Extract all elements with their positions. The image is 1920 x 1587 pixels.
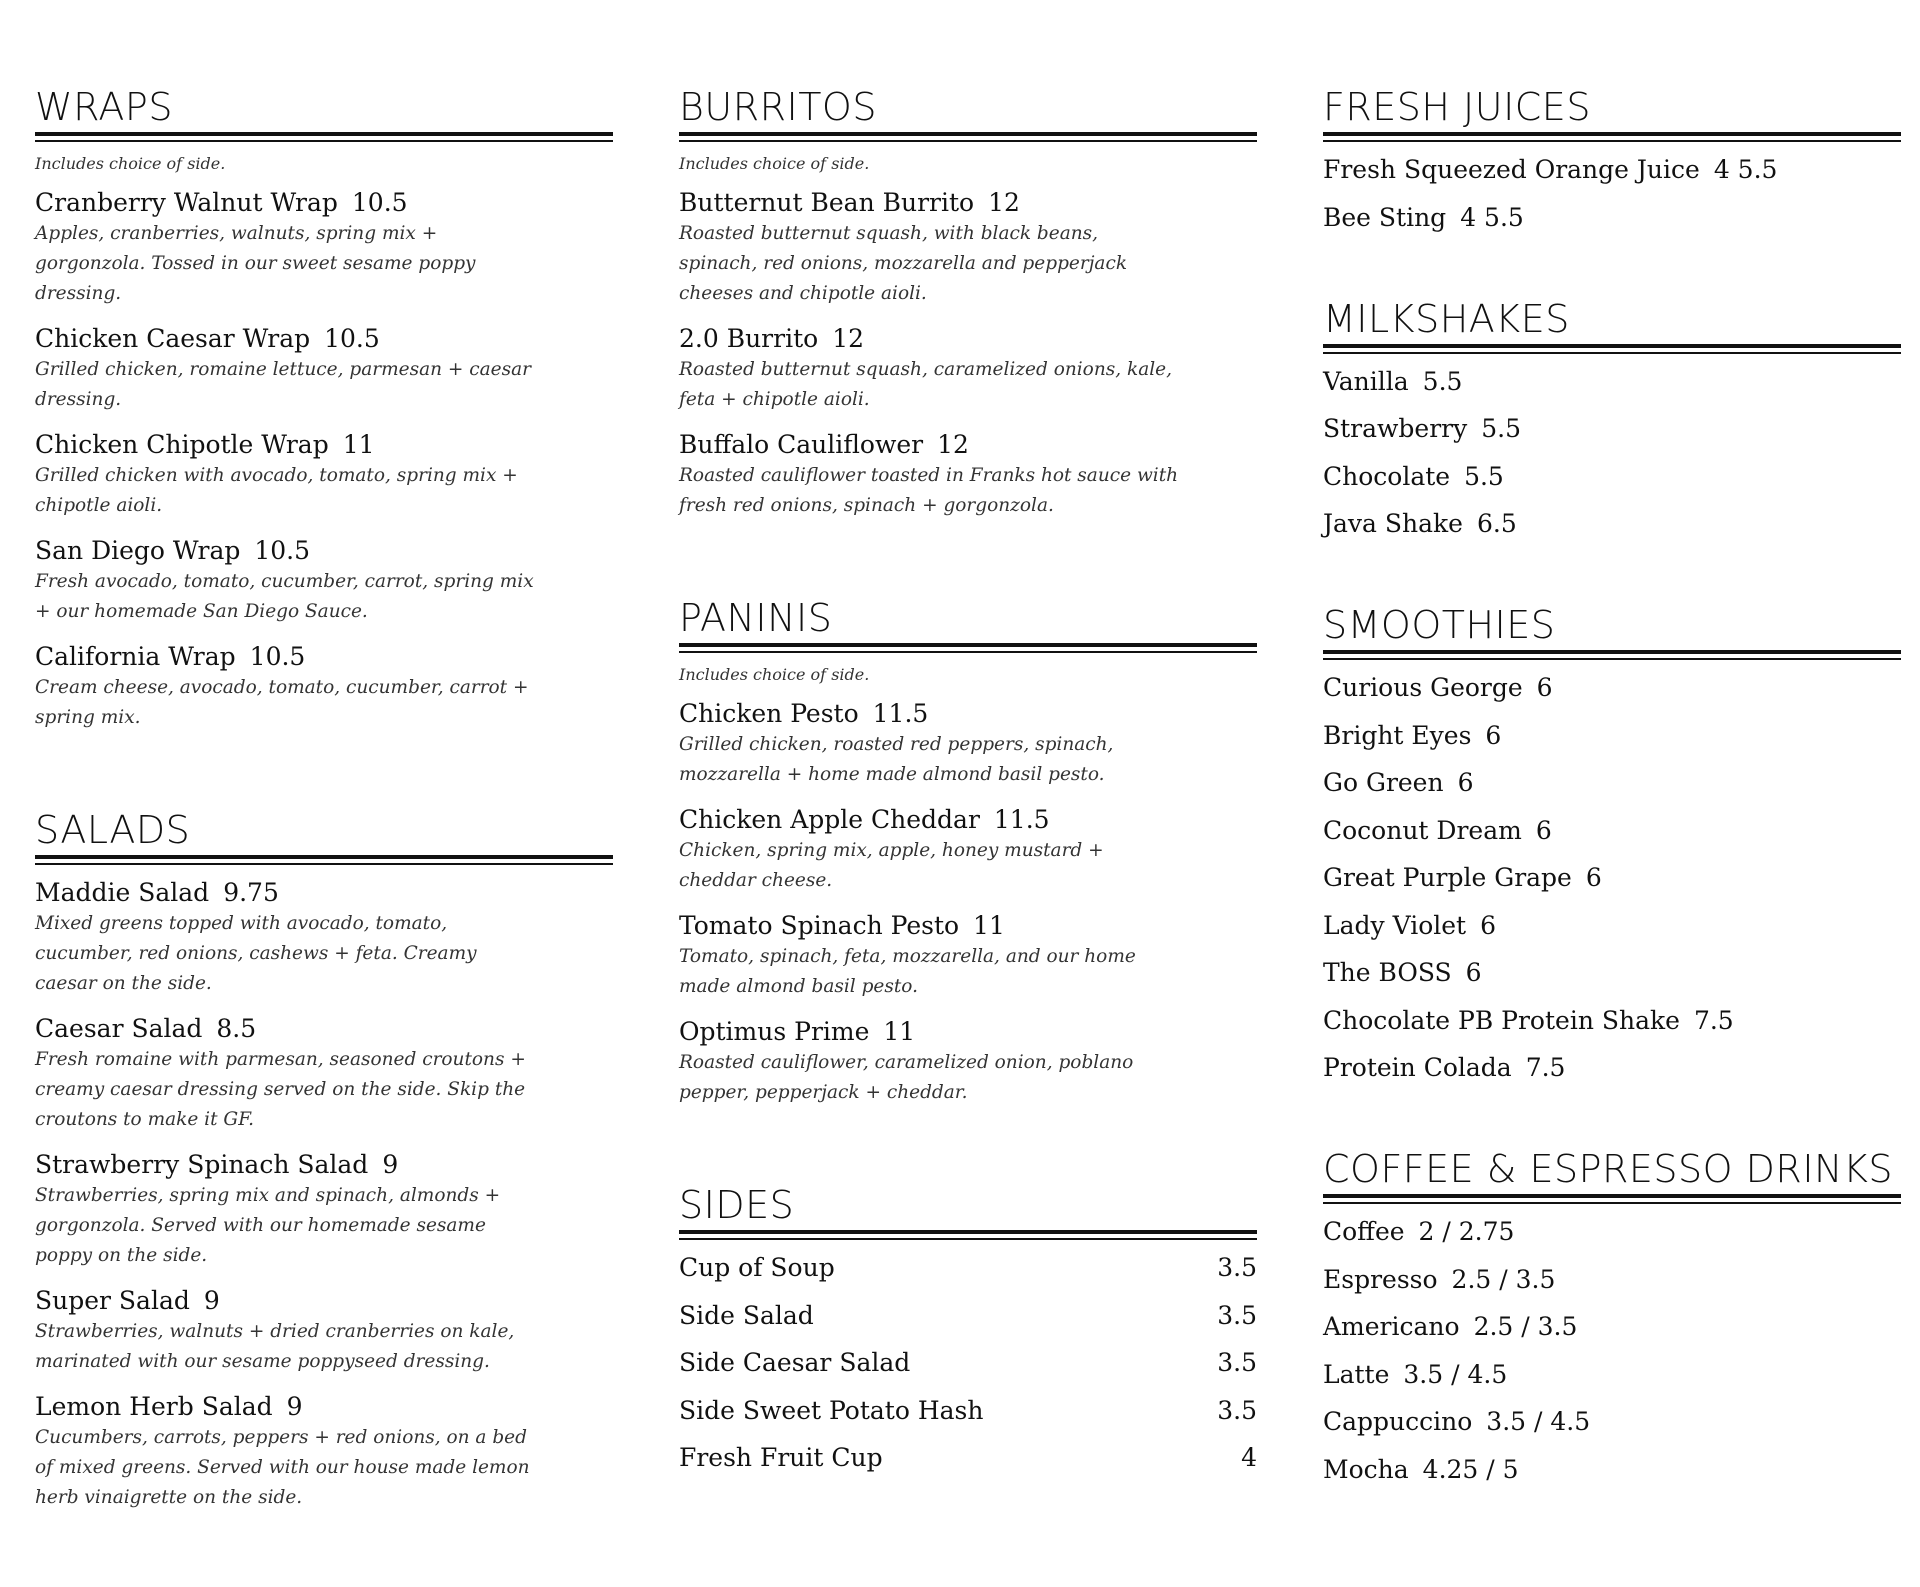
item-name: Strawberry (1323, 414, 1468, 443)
item-price: 6 (1485, 720, 1502, 750)
item-name: Side Sweet Potato Hash (679, 1395, 984, 1425)
item-description: Chicken, spring mix, apple, honey mustard + cheddar cheese. (679, 840, 1104, 891)
item-name: Espresso (1323, 1264, 1438, 1294)
item-name: Latte (1323, 1359, 1390, 1389)
item-price: 3.5 (1217, 1253, 1257, 1282)
menu-item (35, 429, 613, 521)
menu-item (35, 187, 613, 309)
item-name: Cup of Soup (679, 1253, 835, 1282)
item-name: Cappuccino (1323, 1407, 1473, 1436)
item-price: 6.5 (1476, 509, 1517, 538)
item-price: 3.5 / 4.5 (1403, 1359, 1508, 1389)
side-item (679, 1252, 1257, 1284)
item-price: 4 (1241, 1443, 1257, 1472)
coffee-section (1323, 1146, 1901, 1486)
item-description: Cucumbers, carrots, peppers + red onions, on a bed of mixed greens. Served with our house made lemon herb vinaigrette on the side. (35, 1427, 530, 1508)
drink-item (1323, 1052, 1901, 1084)
drink-item (1323, 1005, 1901, 1037)
item-description: Apples, cranberries, walnuts, spring mix + gorgonzola. Tossed in our sweet sesame poppy dressing. (35, 223, 476, 304)
drink-item (1323, 957, 1901, 989)
item-name: Chicken Chipotle Wrap (35, 430, 329, 459)
item-name: Curious George (1323, 673, 1523, 702)
drink-item (1323, 366, 1901, 398)
item-price: 11.5 (993, 805, 1050, 834)
item-name: Butternut Bean Burrito (679, 188, 975, 217)
milkshakes-section (1323, 296, 1901, 541)
item-price: 7.5 (1693, 1005, 1734, 1035)
section-title-wraps: WRAPS (35, 85, 173, 129)
item-description: Tomato, spinach, feta, mozzarella, and our home made almond basil pesto. (679, 946, 1136, 997)
item-name: Cranberry Walnut Wrap (35, 188, 338, 217)
item-price: 6 (1480, 910, 1496, 940)
item-price: 2.5 / 3.5 (1451, 1264, 1556, 1294)
item-description: Strawberries, spring mix and spinach, almonds + gorgonzola. Served with our homemade sesame poppy on the side. (35, 1185, 501, 1266)
drink-item (1323, 154, 1901, 186)
section-divider (679, 132, 1257, 144)
salads-section (35, 807, 613, 1513)
item-description: Cream cheese, avocado, tomato, cucumber, carrot + spring mix. (35, 677, 529, 728)
drink-item (1323, 1216, 1901, 1248)
section-title-milkshakes: MILKSHAKES (1323, 296, 1570, 341)
item-description: Mixed greens topped with avocado, tomato, cucumber, red onions, cashews + feta. Creamy caesar on the side. (35, 913, 477, 994)
item-name: 2.0 Burrito (679, 324, 819, 353)
item-name: Chocolate (1323, 461, 1451, 491)
section-title-juices: FRESH JUICES (1323, 85, 1591, 129)
item-name: Side Caesar Salad (679, 1348, 911, 1377)
item-price: 10.5 (351, 188, 408, 217)
item-name: Chicken Apple Cheddar (679, 805, 980, 834)
menu-item (679, 804, 1257, 896)
item-name: Buffalo Cauliflower (679, 430, 924, 459)
section-divider (679, 1230, 1257, 1242)
drink-item (1323, 1264, 1901, 1296)
item-name: Coconut Dream (1323, 815, 1522, 845)
item-price: 9 (382, 1150, 399, 1179)
section-divider (679, 643, 1257, 655)
item-price: 9 (286, 1392, 303, 1421)
item-name: Go Green (1323, 768, 1444, 797)
drink-item (1323, 767, 1901, 799)
item-name: Chicken Caesar Wrap (35, 324, 311, 353)
item-price: 3.5 / 4.5 (1486, 1407, 1591, 1436)
item-name: Java Shake (1323, 509, 1463, 538)
item-price: 3.5 (1217, 1300, 1257, 1330)
item-price: 5.5 (1464, 461, 1504, 491)
item-price: 7.5 (1525, 1053, 1566, 1082)
section-title-paninis: PANINIS (679, 596, 833, 640)
side-item (679, 1442, 1257, 1474)
drink-item (1323, 461, 1901, 493)
item-price: 11 (973, 911, 1005, 940)
item-name: Chicken Pesto (679, 699, 859, 728)
item-price: 11 (883, 1017, 916, 1046)
item-price: 9 (203, 1286, 220, 1315)
item-description: Grilled chicken, roasted red peppers, spinach, mozzarella + home made almond basil pesto. (679, 734, 1114, 785)
menu-item (35, 641, 613, 733)
item-name: Chocolate PB Protein Shake (1323, 1005, 1680, 1035)
menu-item (35, 535, 613, 627)
menu-column-middle (679, 84, 1257, 1548)
item-description: Fresh romaine with parmesan, seasoned croutons + creamy caesar dressing served on the side. Skip the croutons to make it GF. (35, 1049, 526, 1130)
item-name: Fresh Squeezed Orange Juice (1323, 155, 1700, 184)
item-name: Lady Violet (1323, 910, 1467, 940)
item-price: 9.75 (223, 878, 279, 907)
item-price: 10.5 (249, 642, 306, 671)
item-price: 4 5.5 (1713, 155, 1778, 184)
section-note: Includes choice of side. (679, 665, 870, 684)
menu-item (679, 698, 1257, 790)
burritos-section (679, 84, 1257, 521)
item-price: 12 (832, 324, 864, 353)
item-description: Fresh avocado, tomato, cucumber, carrot, spring mix + our homemade San Diego Sauce. (35, 571, 534, 622)
item-name: Tomato Spinach Pesto (679, 911, 960, 940)
item-name: Americano (1323, 1312, 1460, 1341)
menu-column-right (1323, 84, 1901, 1548)
item-name: Strawberry Spinach Salad (35, 1150, 369, 1179)
menu-item (35, 323, 613, 415)
item-price: 6 (1536, 673, 1553, 702)
item-name: Bee Sting (1323, 202, 1447, 232)
item-description: Grilled chicken with avocado, tomato, spring mix + chipotle aioli. (35, 465, 518, 516)
drink-item (1323, 672, 1901, 704)
menu-column-left (35, 84, 613, 1587)
item-price: 12 (988, 188, 1020, 217)
item-price: 11 (342, 430, 375, 459)
item-description: Roasted cauliflower, caramelized onion, poblano pepper, pepperjack + cheddar. (679, 1052, 1134, 1103)
drink-item (1323, 1454, 1901, 1486)
item-description: Roasted butternut squash, with black beans, spinach, red onions, mozzarella and pepperjack cheeses and chipotle aioli. (679, 223, 1128, 304)
item-name: San Diego Wrap (35, 536, 241, 565)
menu-item (679, 1016, 1257, 1108)
drink-item (1323, 862, 1901, 894)
menu-item (35, 1285, 613, 1377)
menu-item (35, 877, 613, 999)
section-title-coffee: COFFEE & ESPRESSO DRINKS (1323, 1147, 1893, 1191)
item-name: Caesar Salad (35, 1014, 203, 1043)
item-name: Vanilla (1323, 366, 1409, 396)
item-price: 8.5 (216, 1014, 257, 1043)
item-price: 11.5 (872, 699, 929, 728)
side-item (679, 1300, 1257, 1332)
menu-item (679, 429, 1257, 521)
paninis-section (679, 595, 1257, 1108)
item-price: 6 (1585, 863, 1602, 892)
side-item (679, 1395, 1257, 1427)
drink-item (1323, 413, 1901, 445)
section-title-salads: SALADS (35, 808, 191, 852)
section-note: Includes choice of side. (679, 154, 870, 173)
item-price: 4.25 / 5 (1422, 1454, 1519, 1484)
item-price: 6 (1457, 768, 1474, 797)
item-price: 3.5 (1217, 1348, 1257, 1377)
item-description: Strawberries, walnuts + dried cranberries on kale, marinated with our sesame poppyseed dressing. (35, 1321, 515, 1372)
section-divider (35, 132, 613, 144)
item-name: Mocha (1323, 1454, 1409, 1484)
item-description: Roasted butternut squash, caramelized onions, kale, feta + chipotle aioli. (679, 359, 1172, 410)
item-price: 10.5 (254, 536, 311, 565)
item-name: Bright Eyes (1323, 720, 1472, 750)
section-divider (1323, 132, 1901, 144)
section-title-smoothies: SMOOTHIES (1323, 603, 1556, 647)
item-name: Coffee (1323, 1217, 1405, 1246)
section-title-burritos: BURRITOS (679, 85, 877, 129)
section-divider (35, 855, 613, 867)
drink-item (1323, 720, 1901, 752)
section-divider (1323, 344, 1901, 356)
drink-item (1323, 1311, 1901, 1343)
section-title-sides: SIDES (679, 1183, 795, 1227)
menu-item (35, 1149, 613, 1271)
drink-item (1323, 202, 1901, 234)
item-name: Great Purple Grape (1323, 863, 1572, 892)
drink-item (1323, 1359, 1901, 1391)
item-price: 5.5 (1481, 414, 1522, 443)
item-name: Maddie Salad (35, 878, 210, 907)
item-description: Grilled chicken, romaine lettuce, parmesan + caesar dressing. (35, 359, 531, 410)
item-description: Roasted cauliflower toasted in Franks hot sauce with fresh red onions, spinach + gorgonzola. (679, 465, 1179, 516)
item-name: Optimus Prime (679, 1017, 870, 1046)
item-price: 3.5 (1217, 1395, 1257, 1425)
item-price: 2.5 / 3.5 (1473, 1312, 1578, 1341)
juices-section (1323, 84, 1901, 234)
item-price: 4 5.5 (1460, 202, 1524, 232)
drink-item (1323, 1406, 1901, 1438)
menu-item (35, 1391, 613, 1513)
item-name: Fresh Fruit Cup (679, 1443, 883, 1472)
section-note: Includes choice of side. (35, 154, 226, 173)
menu-item (35, 1013, 613, 1135)
item-price: 12 (937, 430, 969, 459)
item-name: Side Salad (679, 1300, 814, 1330)
item-price: 10.5 (324, 324, 380, 353)
item-name: California Wrap (35, 642, 236, 671)
item-name: The BOSS (1323, 958, 1452, 987)
drink-item (1323, 815, 1901, 847)
item-price: 2 / 2.75 (1418, 1217, 1515, 1246)
item-name: Super Salad (35, 1286, 190, 1315)
item-price: 6 (1465, 958, 1482, 987)
section-divider (1323, 1194, 1901, 1206)
item-price: 6 (1535, 815, 1552, 845)
sides-section (679, 1182, 1257, 1474)
drink-item (1323, 910, 1901, 942)
drink-item (1323, 508, 1901, 540)
menu-item (679, 187, 1257, 309)
menu-item (679, 323, 1257, 415)
item-price: 5.5 (1422, 366, 1463, 396)
section-divider (1323, 650, 1901, 662)
item-name: Protein Colada (1323, 1053, 1512, 1082)
wraps-section (35, 84, 613, 733)
side-item (679, 1347, 1257, 1379)
menu-item (679, 910, 1257, 1002)
smoothies-section (1323, 602, 1901, 1084)
item-name: Lemon Herb Salad (35, 1392, 273, 1421)
